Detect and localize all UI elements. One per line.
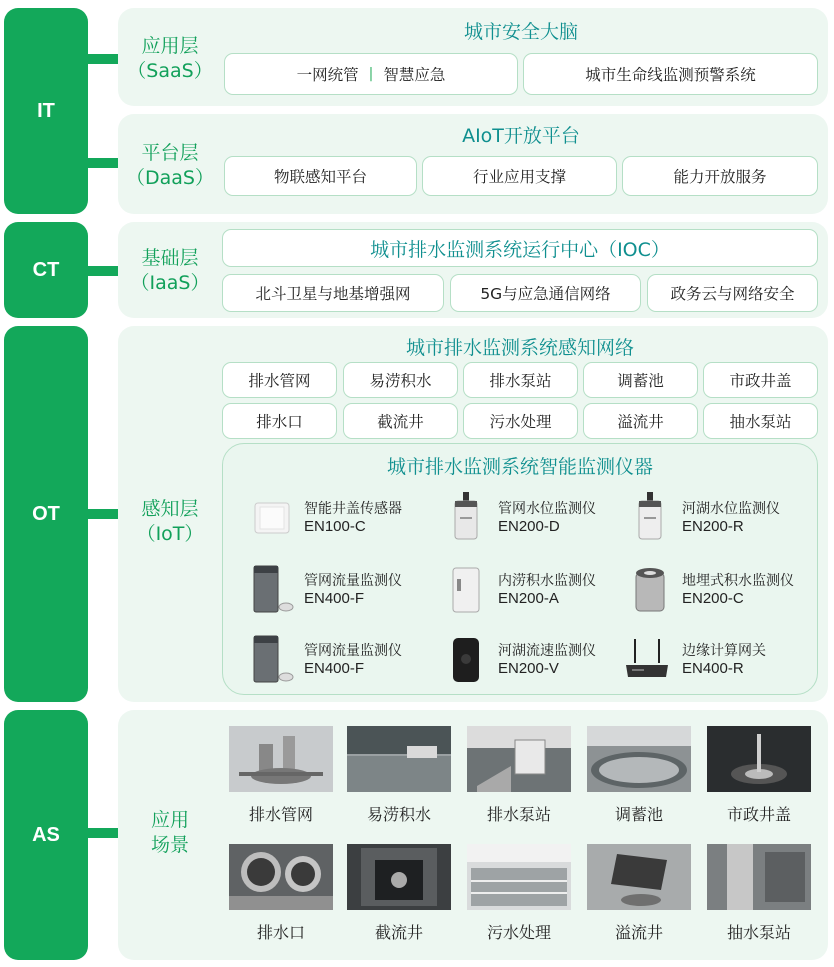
iot-label: 感知层 （IoT） (136, 498, 204, 545)
pump-station-photo (467, 726, 571, 792)
instrument-title: 城市排水监测系统智能监测仪器 (386, 456, 653, 478)
scene-card: 污水处理 (464, 844, 574, 943)
flow-meter-icon (250, 562, 294, 618)
pipe-network-photo (229, 726, 333, 792)
scene-card: 排水管网 (226, 726, 336, 825)
gateway-icon (622, 632, 672, 688)
sewage-treatment-photo (467, 844, 571, 910)
saas-title: 城市安全大脑 (463, 21, 578, 43)
device-card: 边缘计算网关 EN400-R (622, 632, 766, 688)
daas-box-2: 行业应用支撑 (422, 156, 617, 196)
saas-box-1: 一网统管 | 智慧应急 (224, 53, 518, 95)
device-card: 管网流量监测仪 EN400-F (250, 562, 402, 618)
scene-card: 排水口 (226, 844, 336, 943)
storage-tank-photo (587, 726, 691, 792)
buried-sensor-icon (628, 562, 672, 618)
scenes-label: 应用 场景 (150, 809, 189, 856)
daas-title: AIoT开放平台 (462, 125, 580, 147)
connector-iaas (88, 266, 120, 276)
connector-daas (88, 158, 120, 168)
iaas-box-2: 5G与应急通信网络 (450, 274, 641, 312)
network-item: 抽水泵站 (703, 403, 818, 439)
waterlogging-photo (347, 726, 451, 792)
daas-box-1: 物联感知平台 (224, 156, 417, 196)
level-sensor-icon (444, 490, 488, 546)
device-card: 管网流量监测仪 EN400-F (250, 632, 402, 688)
network-item: 市政井盖 (703, 362, 818, 398)
iaas-box-3: 政务云与网络安全 (647, 274, 818, 312)
device-card: 河湖水位监测仪 EN200-R (628, 490, 780, 546)
ct-tag: CT (4, 222, 88, 318)
device-card: 河湖流速监测仪 EN200-V (444, 632, 596, 688)
connector-iot (88, 509, 120, 519)
connector-scenes (88, 828, 120, 838)
daas-box-3: 能力开放服务 (622, 156, 818, 196)
outfall-photo (229, 844, 333, 910)
device-card: 智能井盖传感器 EN100-C (250, 490, 402, 546)
iaas-label: 基础层 （IaaS） (130, 247, 210, 294)
box-sensor-icon (444, 562, 488, 618)
device-card: 地埋式积水监测仪 EN200-C (628, 562, 794, 618)
as-tag: AS (4, 710, 88, 960)
network-item: 排水管网 (222, 362, 337, 398)
network-item: 排水泵站 (463, 362, 578, 398)
network-item: 污水处理 (463, 403, 578, 439)
scene-card: 市政井盖 (704, 726, 814, 825)
overflow-well-photo (587, 844, 691, 910)
flat-sensor-icon (250, 490, 294, 546)
saas-label: 应用层 （SaaS） (127, 35, 213, 82)
saas-box-2: 城市生命线监测预警系统 (523, 53, 818, 95)
scene-card: 排水泵站 (464, 726, 574, 825)
network-item: 截流井 (343, 403, 458, 439)
network-item: 溢流井 (583, 403, 698, 439)
velocity-sensor-icon (444, 632, 488, 688)
iot-network-title: 城市排水监测系统感知网络 (405, 337, 634, 359)
scene-card: 抽水泵站 (704, 844, 814, 943)
scene-card: 易涝积水 (344, 726, 454, 825)
scene-card: 调蓄池 (584, 726, 694, 825)
network-item: 易涝积水 (343, 362, 458, 398)
network-item: 调蓄池 (583, 362, 698, 398)
level-sensor-icon (628, 490, 672, 546)
ot-tag: OT (4, 326, 88, 702)
scene-card: 截流井 (344, 844, 454, 943)
daas-label: 平台层 （DaaS） (126, 142, 214, 189)
flow-meter-icon (250, 632, 294, 688)
device-card: 内涝积水监测仪 EN200-A (444, 562, 596, 618)
iaas-title: 城市排水监测系统运行中心（IOC） (222, 229, 818, 267)
scene-card: 溢流井 (584, 844, 694, 943)
iaas-box-1: 北斗卫星与地基增强网 (222, 274, 444, 312)
intercepting-well-photo (347, 844, 451, 910)
network-item: 排水口 (222, 403, 337, 439)
manhole-cover-photo (707, 726, 811, 792)
it-tag: IT (4, 8, 88, 214)
device-card: 管网水位监测仪 EN200-D (444, 490, 596, 546)
connector-saas (88, 54, 120, 64)
lift-pump-station-photo (707, 844, 811, 910)
